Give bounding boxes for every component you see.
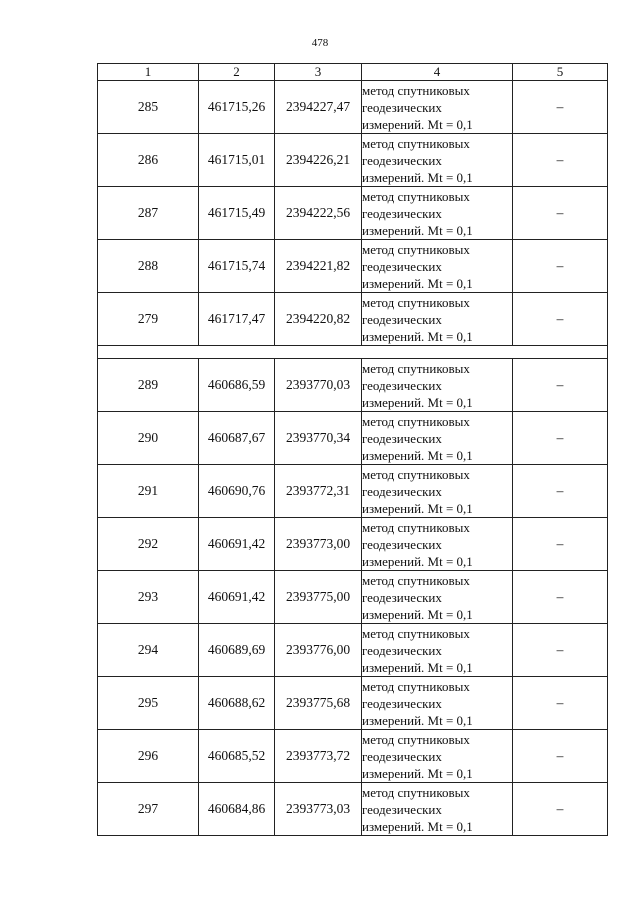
coordinate-y: 2393773,00 — [275, 518, 362, 571]
note-cell: – — [513, 134, 608, 187]
column-header: 3 — [275, 64, 362, 81]
method-text: измерений. Mt = 0,1 — [362, 500, 473, 516]
method-text: измерений. Mt = 0,1 — [362, 447, 473, 463]
coordinate-y: 2393772,31 — [275, 465, 362, 518]
coordinate-y: 2394220,82 — [275, 293, 362, 346]
coordinate-x: 460686,59 — [199, 359, 275, 412]
coordinate-x: 460685,52 — [199, 730, 275, 783]
table-body — [98, 81, 608, 836]
method-text: метод спутниковых — [362, 519, 470, 535]
note-cell: – — [513, 783, 608, 836]
coordinate-y: 2394227,47 — [275, 81, 362, 134]
coordinate-x: 461715,26 — [199, 81, 275, 134]
method-text: геодезических — [362, 642, 442, 658]
point-number: 297 — [98, 783, 199, 836]
method-text: метод спутниковых — [362, 360, 470, 376]
table-row — [98, 293, 608, 346]
method-text: измерений. Mt = 0,1 — [362, 116, 473, 132]
method-cell — [362, 187, 513, 240]
method-cell — [362, 465, 513, 518]
coordinate-y: 2394222,56 — [275, 187, 362, 240]
coordinate-x: 460689,69 — [199, 624, 275, 677]
method-text: метод спутниковых — [362, 784, 470, 800]
coordinate-x: 460691,42 — [199, 571, 275, 624]
coordinate-y: 2393775,68 — [275, 677, 362, 730]
method-text: геодезических — [362, 589, 442, 605]
coordinate-x: 460687,67 — [199, 412, 275, 465]
coordinate-x: 461715,74 — [199, 240, 275, 293]
method-text: геодезических — [362, 483, 442, 499]
method-cell — [362, 412, 513, 465]
method-cell — [362, 730, 513, 783]
method-cell — [362, 783, 513, 836]
coordinate-y: 2393770,03 — [275, 359, 362, 412]
column-header: 2 — [199, 64, 275, 81]
note-cell: – — [513, 187, 608, 240]
method-text: геодезических — [362, 311, 442, 327]
point-number: 290 — [98, 412, 199, 465]
coordinate-y: 2393773,03 — [275, 783, 362, 836]
method-text: измерений. Mt = 0,1 — [362, 606, 473, 622]
point-number: 288 — [98, 240, 199, 293]
method-text: метод спутниковых — [362, 294, 470, 310]
table-row — [98, 624, 608, 677]
table-row — [98, 240, 608, 293]
point-number: 295 — [98, 677, 199, 730]
method-text: измерений. Mt = 0,1 — [362, 712, 473, 728]
point-number: 296 — [98, 730, 199, 783]
point-number: 279 — [98, 293, 199, 346]
note-cell: – — [513, 624, 608, 677]
method-cell — [362, 240, 513, 293]
method-text: метод спутниковых — [362, 241, 470, 257]
method-cell — [362, 624, 513, 677]
coordinate-x: 460690,76 — [199, 465, 275, 518]
point-number: 291 — [98, 465, 199, 518]
note-cell: – — [513, 730, 608, 783]
method-cell — [362, 359, 513, 412]
table-row — [98, 730, 608, 783]
method-text: метод спутниковых — [362, 731, 470, 747]
method-text: геодезических — [362, 205, 442, 221]
table-row — [98, 187, 608, 240]
note-cell: – — [513, 518, 608, 571]
note-cell: – — [513, 293, 608, 346]
page-number: 478 — [311, 37, 329, 49]
point-number: 292 — [98, 518, 199, 571]
method-text: измерений. Mt = 0,1 — [362, 765, 473, 781]
table-row — [98, 134, 608, 187]
coordinate-x: 460691,42 — [199, 518, 275, 571]
method-text: метод спутниковых — [362, 413, 470, 429]
coordinate-y: 2394226,21 — [275, 134, 362, 187]
method-cell — [362, 571, 513, 624]
method-text: измерений. Mt = 0,1 — [362, 818, 473, 834]
method-cell — [362, 293, 513, 346]
method-cell — [362, 518, 513, 571]
coordinate-x: 460684,86 — [199, 783, 275, 836]
method-cell — [362, 134, 513, 187]
method-text: измерений. Mt = 0,1 — [362, 553, 473, 569]
coordinate-x: 461717,47 — [199, 293, 275, 346]
table-row — [98, 81, 608, 134]
coordinate-y: 2393775,00 — [275, 571, 362, 624]
note-cell: – — [513, 571, 608, 624]
method-text: метод спутниковых — [362, 572, 470, 588]
point-number: 287 — [98, 187, 199, 240]
method-text: метод спутниковых — [362, 466, 470, 482]
note-cell: – — [513, 677, 608, 730]
note-cell: – — [513, 359, 608, 412]
method-cell — [362, 81, 513, 134]
method-text: геодезических — [362, 695, 442, 711]
point-number: 293 — [98, 571, 199, 624]
group-separator-row — [98, 346, 608, 359]
point-number: 294 — [98, 624, 199, 677]
table-row — [98, 571, 608, 624]
method-text: метод спутниковых — [362, 678, 470, 694]
header-row — [98, 64, 608, 81]
method-text: измерений. Mt = 0,1 — [362, 328, 473, 344]
coordinate-x: 461715,49 — [199, 187, 275, 240]
coordinate-y: 2393776,00 — [275, 624, 362, 677]
method-text: измерений. Mt = 0,1 — [362, 394, 473, 410]
method-text: геодезических — [362, 536, 442, 552]
coordinates-table — [97, 63, 608, 836]
coordinate-x: 460688,62 — [199, 677, 275, 730]
method-text: геодезических — [362, 801, 442, 817]
table-row — [98, 783, 608, 836]
column-header: 1 — [98, 64, 199, 81]
method-text: метод спутниковых — [362, 188, 470, 204]
method-text: геодезических — [362, 377, 442, 393]
method-text: измерений. Mt = 0,1 — [362, 222, 473, 238]
table-row — [98, 677, 608, 730]
method-text: метод спутниковых — [362, 135, 470, 151]
coordinate-y: 2394221,82 — [275, 240, 362, 293]
table-row — [98, 359, 608, 412]
coordinate-x: 461715,01 — [199, 134, 275, 187]
note-cell: – — [513, 465, 608, 518]
point-number: 286 — [98, 134, 199, 187]
method-text: геодезических — [362, 258, 442, 274]
point-number: 285 — [98, 81, 199, 134]
coordinate-y: 2393770,34 — [275, 412, 362, 465]
table-row — [98, 518, 608, 571]
method-text: измерений. Mt = 0,1 — [362, 659, 473, 675]
note-cell: – — [513, 240, 608, 293]
coordinate-y: 2393773,72 — [275, 730, 362, 783]
method-text: измерений. Mt = 0,1 — [362, 169, 473, 185]
table-row — [98, 465, 608, 518]
method-text: геодезических — [362, 748, 442, 764]
method-text: метод спутниковых — [362, 625, 470, 641]
method-text: метод спутниковых — [362, 82, 470, 98]
column-header: 4 — [362, 64, 513, 81]
column-header: 5 — [513, 64, 608, 81]
method-cell — [362, 677, 513, 730]
note-cell: – — [513, 412, 608, 465]
point-number: 289 — [98, 359, 199, 412]
table-row — [98, 412, 608, 465]
note-cell: – — [513, 81, 608, 134]
separator-cell — [98, 346, 608, 359]
method-text: геодезических — [362, 430, 442, 446]
method-text: измерений. Mt = 0,1 — [362, 275, 473, 291]
method-text: геодезических — [362, 99, 442, 115]
method-text: геодезических — [362, 152, 442, 168]
